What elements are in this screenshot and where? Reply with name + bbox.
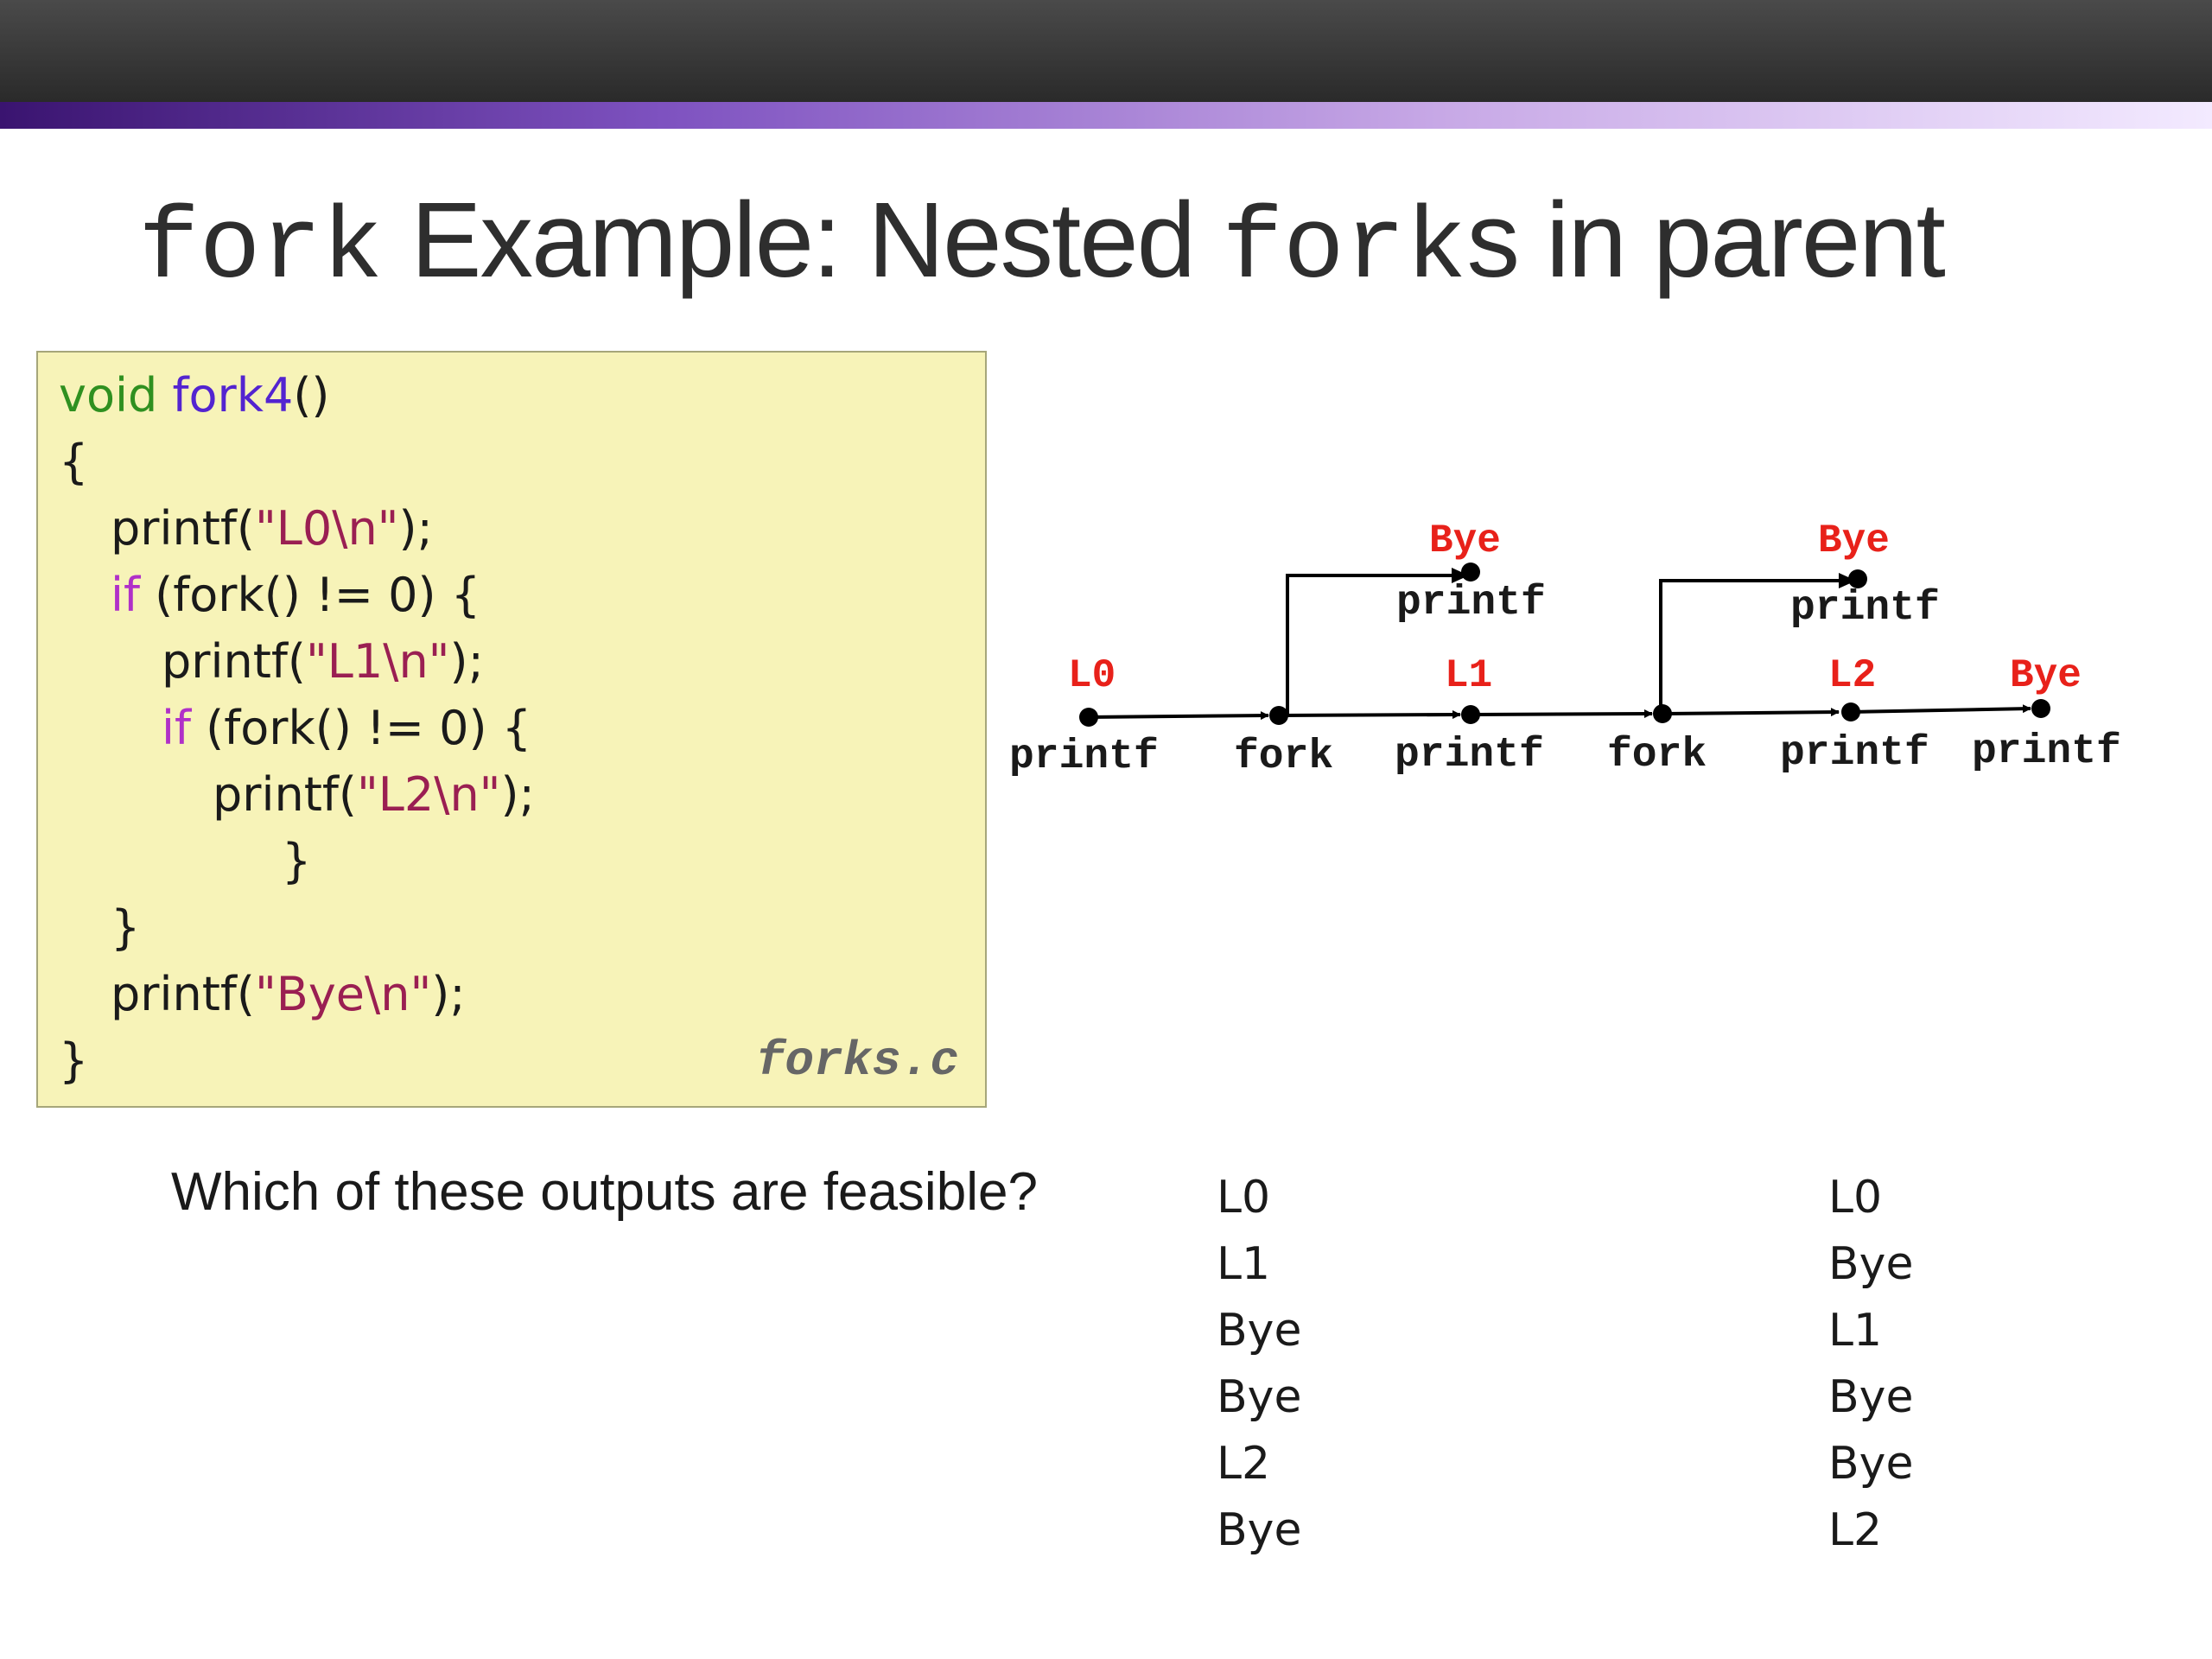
graph-node [2031,699,2050,718]
node-label: fork [1234,734,1334,780]
code-line: { [59,435,89,489]
output-line: L1 [1828,1305,1883,1357]
output-label: Bye [1429,518,1501,563]
output-list-a [1217,1165,1301,1564]
output-line: Bye [1828,1371,1914,1423]
output-line: L2 [1828,1504,1883,1556]
node-label: printf [1790,585,1940,632]
output-line: L0 [1828,1172,1883,1224]
code-line: } [282,834,312,888]
graph-node [1461,563,1480,582]
code-line: void fork4() [59,368,330,423]
output-line: Bye [1217,1371,1302,1423]
graph-edge [1472,714,1652,715]
title-code-2: fork [1222,193,1467,308]
node-label: printf [1009,734,1159,780]
output-line: Bye [1217,1305,1302,1357]
graph-node [1841,702,1860,721]
output-line: L0 [1217,1172,1271,1224]
graph-node [1269,706,1288,725]
code-line: } [111,900,141,955]
graph-edge [1851,709,2031,712]
code-line: if (fork() != 0) { [111,568,481,622]
code-line: if (fork() != 0) { [162,701,532,755]
graph-edge [1664,712,1839,714]
graph-edge [1089,715,1268,717]
output-label: L1 [1445,653,1493,698]
code-line: printf("L2\n"); [213,767,535,822]
code-line: } [59,1033,89,1088]
output-label: L2 [1828,653,1877,698]
file-name: forks.c [755,1033,959,1089]
code-line: printf("L0\n"); [111,501,433,556]
graph-node [1653,704,1672,723]
node-label: printf [1395,732,1544,779]
output-line: L2 [1217,1438,1271,1490]
output-line: Bye [1828,1238,1914,1290]
title-code-1: fork [138,193,384,308]
code-line: printf("L1\n"); [162,634,484,689]
output-line: Bye [1828,1438,1914,1490]
output-label: L0 [1068,653,1116,698]
node-label: printf [1972,728,2121,775]
graph-node [1461,705,1480,724]
title-text-2: s in parent [1466,181,1944,300]
node-label: printf [1780,730,1929,777]
title-text-1: Example: Nested [383,181,1223,300]
node-label: fork [1607,732,1707,779]
code-line: printf("Bye\n"); [111,967,466,1021]
output-line: Bye [1217,1504,1302,1556]
output-line: L1 [1217,1238,1271,1290]
output-label: Bye [2010,653,2082,698]
output-label: Bye [1818,518,1890,563]
question-text: Which of these outputs are feasible? [171,1162,1038,1222]
output-list-b [1828,1165,1913,1564]
node-label: printf [1396,580,1546,626]
graph-node [1079,708,1098,727]
